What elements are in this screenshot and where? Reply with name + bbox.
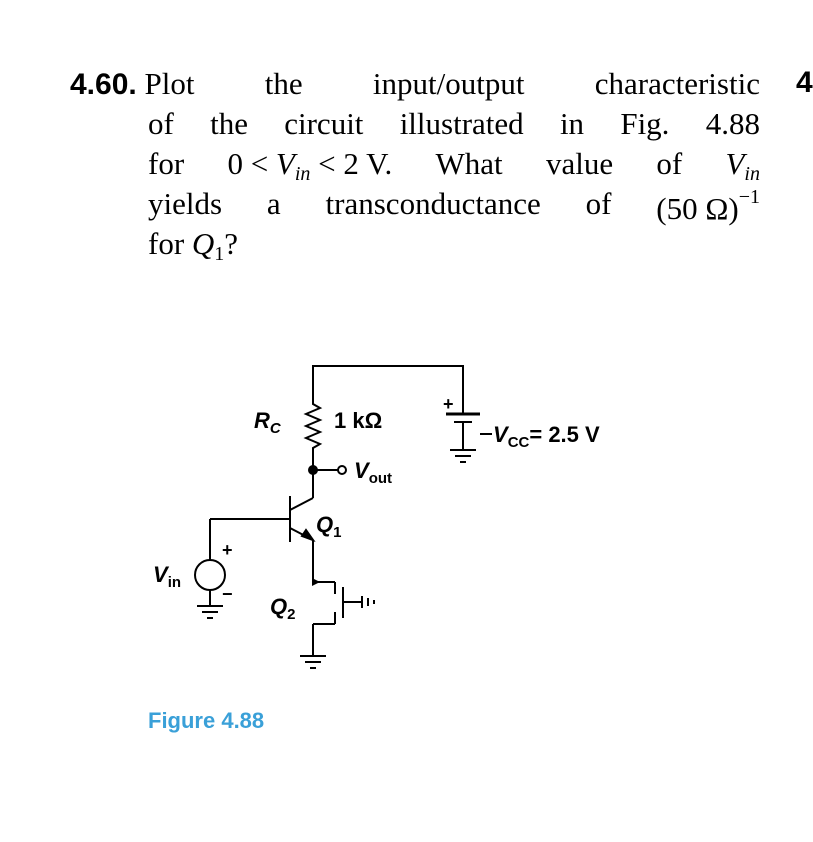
word: for (148, 226, 185, 261)
math-symbol: V (275, 146, 295, 181)
vin-minus: − (222, 584, 233, 604)
word: input/output (372, 66, 525, 101)
word: yields (148, 186, 223, 221)
problem-number: 4.60. (70, 68, 137, 101)
figure-caption: Figure 4.88 (148, 708, 265, 733)
math-exponent: −1 (738, 186, 760, 208)
math-subscript: 1 (214, 243, 225, 265)
rc-value: 1 kΩ (334, 408, 383, 433)
word: characteristic (594, 66, 760, 101)
word: Plot (144, 66, 195, 101)
word: Fig. (620, 106, 670, 141)
word: the (210, 106, 248, 141)
word: for (148, 146, 185, 181)
word: of (656, 146, 683, 181)
vout-node (309, 466, 346, 474)
math-text: 0 < (227, 146, 269, 181)
cutoff-next-number: 4 (796, 66, 813, 99)
vin-label: $V_{in}$ (153, 562, 182, 591)
math-subscript: in (294, 163, 311, 185)
word: What (435, 146, 503, 181)
word: a (266, 186, 281, 221)
math-text: < 2 V. (318, 146, 393, 181)
q1-transistor (210, 470, 313, 582)
vin-source (195, 519, 225, 606)
q2-label: $Q_2$ (270, 594, 296, 623)
word: of (148, 106, 174, 141)
ground-icon (197, 606, 223, 618)
vcc-plus: + (443, 394, 454, 414)
math-symbol: V (725, 146, 745, 181)
word: value (545, 146, 614, 181)
vout-label: $V_{out}$ (354, 458, 393, 487)
word: 4.88 (705, 106, 760, 141)
math-symbol: Q (191, 226, 215, 261)
word: in (559, 106, 585, 141)
q2-transistor (312, 578, 374, 656)
word: transconductance (325, 186, 541, 221)
math-text: (50 Ω) (656, 191, 739, 226)
vcc-battery (446, 414, 492, 450)
top-wire (313, 366, 463, 414)
rc-label: $R_C$ (254, 408, 281, 437)
vin-plus: + (222, 540, 233, 560)
math-text: ? (224, 226, 239, 261)
word: the (264, 66, 303, 101)
word: of (585, 186, 612, 221)
ground-icon (300, 656, 326, 668)
word: illustrated (399, 106, 524, 141)
ground-icon (450, 450, 476, 462)
q1-label: $Q_1$ (316, 512, 342, 541)
resistor-rc (306, 395, 320, 470)
vcc-label: $V_{CC}= 2.5$ V (493, 422, 600, 451)
word: circuit (284, 106, 364, 141)
math-subscript: in (744, 163, 760, 185)
